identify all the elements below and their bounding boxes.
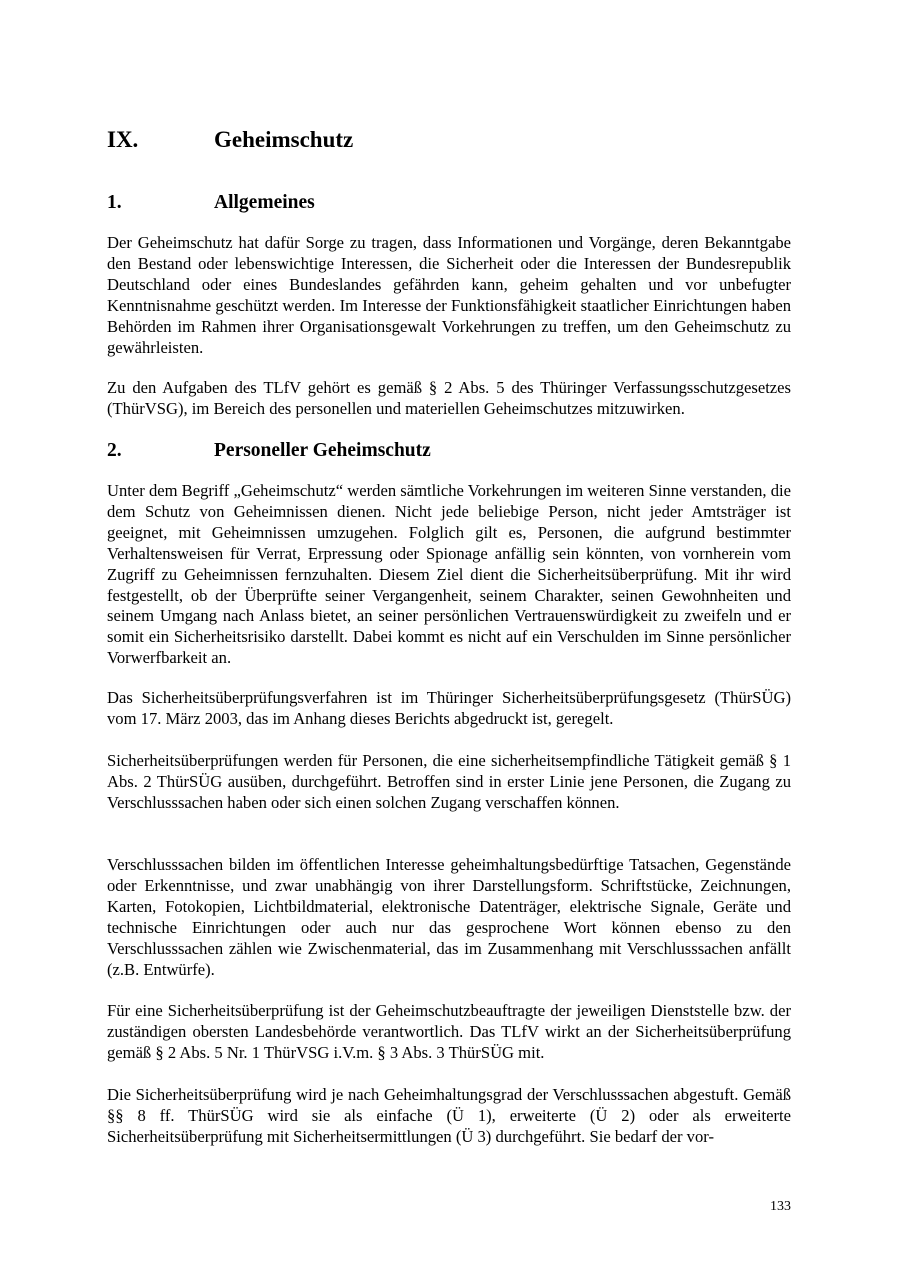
section-heading-2: [107, 438, 791, 464]
paragraph: Unter dem Begriff „Geheimschutz“ werden sämtliche Vorkehrungen im weiteren Sinne verstanden, die dem Schutz von Geheimnissen dienen. Nicht jede beliebige Person, nicht jeder Amtsträger ist geeignet, mit Geheimnissen umzugehen. Folglich gilt es, Personen, die aufgrund bestimmter Verhaltensweisen für Verrat, Erpressung oder Spionage anfällig sein könnten, von vornherein vom Zugriff zu Geheimnissen fernzuhalten. Diesem Ziel dient die Sicherheitsüberprüfung. Mit ihr wird festgestellt, ob der Überprüfte seiner Vergangenheit, seinem Charakter, seinen Gewohnheiten und seinem Umgang nach Anlass bietet, an seiner persönlichen Vertrauenswürdigkeit zu zweifeln und er somit ein Sicherheitsrisiko darstellt. Dabei kommt es nicht auf ein Verschulden im Sinne persönlicher Vorwerfbarkeit an.: [107, 481, 791, 668]
paragraph: Zu den Aufgaben des TLfV gehört es gemäß § 2 Abs. 5 des Thüringer Verfassungsschutzgesetzes (ThürVSG), im Bereich des personellen und materiellen Geheimschutzes mitzuwirken.: [107, 378, 791, 418]
section-number: 2.: [107, 440, 122, 461]
chapter-number: IX.: [107, 127, 139, 152]
paragraph: Der Geheimschutz hat dafür Sorge zu tragen, dass Informationen und Vorgänge, deren Bekanntgabe den Bestand oder lebenswichtige Interessen, die Sicherheit oder die Interessen der Bundesrepublik Deutschland oder eines Bundeslandes gefährden kann, geheim gehalten und vor unbefugter Kenntnisnahme geschützt werden. Im Interesse der Funktionsfähigkeit staatlicher Einrichtungen haben Behörden im Rahmen ihrer Organisationsgewalt Vorkehrungen zu treffen, um den Geheimschutz zu gewährleisten.: [107, 233, 791, 357]
chapter-heading: [107, 124, 791, 156]
paragraph: Für eine Sicherheitsüberprüfung ist der Geheimschutzbeauftragte der jeweiligen Dienststelle bzw. der zuständigen obersten Landesbehörde verantwortlich. Das TLfV wirkt an der Sicherheitsüberprüfung gemäß § 2 Abs. 5 Nr. 1 ThürVSG i.V.m. § 3 Abs. 3 ThürSÜG mit.: [107, 1001, 791, 1062]
paragraph: Verschlusssachen bilden im öffentlichen Interesse geheimhaltungsbedürftige Tatsachen, Gegenstände oder Erkenntnisse, und zwar unabhängig von ihrer Darstellungsform. Schriftstücke, Zeichnungen, Karten, Fotokopien, Lichtbildmaterial, elektronische Datenträger, elektrische Signale, Geräte und technische Einrichtungen oder auch nur das gesprochene Wort können ebenso zu den Verschlusssachen zählen wie Zwischenmaterial, das im Zusammenhang mit Verschlusssachen anfällt (z.B. Entwürfe).: [107, 855, 791, 979]
section-number: 1.: [107, 192, 122, 213]
section-title: Personeller Geheimschutz: [214, 440, 431, 461]
paragraph: Sicherheitsüberprüfungen werden für Personen, die eine sicherheitsempfindliche Tätigkeit gemäß § 1 Abs. 2 ThürSÜG ausüben, durchgeführt. Betroffen sind in erster Linie jene Personen, die Zugang zu Verschlusssachen haben oder sich einen solchen Zugang verschaffen können.: [107, 751, 791, 812]
paragraph: Die Sicherheitsüberprüfung wird je nach Geheimhaltungsgrad der Verschlusssachen abgestuft. Gemäß §§ 8 ff. ThürSÜG wird sie als einfache (Ü 1), erweiterte (Ü 2) oder als erweiterte Sicherheitsüberprüfung mit Sicherheitsermittlungen (Ü 3) durchgeführt. Sie bedarf der vor-: [107, 1085, 791, 1146]
section-title: Allgemeines: [214, 192, 315, 213]
section-heading-1: [107, 190, 791, 216]
chapter-title: Geheimschutz: [214, 127, 354, 152]
page-number: 133: [770, 1199, 791, 1214]
paragraph: Das Sicherheitsüberprüfungsverfahren ist im Thüringer Sicherheitsüberprüfungsgesetz (ThürSÜG) vom 17. März 2003, das im Anhang dieses Berichts abgedruckt ist, geregelt.: [107, 688, 791, 728]
